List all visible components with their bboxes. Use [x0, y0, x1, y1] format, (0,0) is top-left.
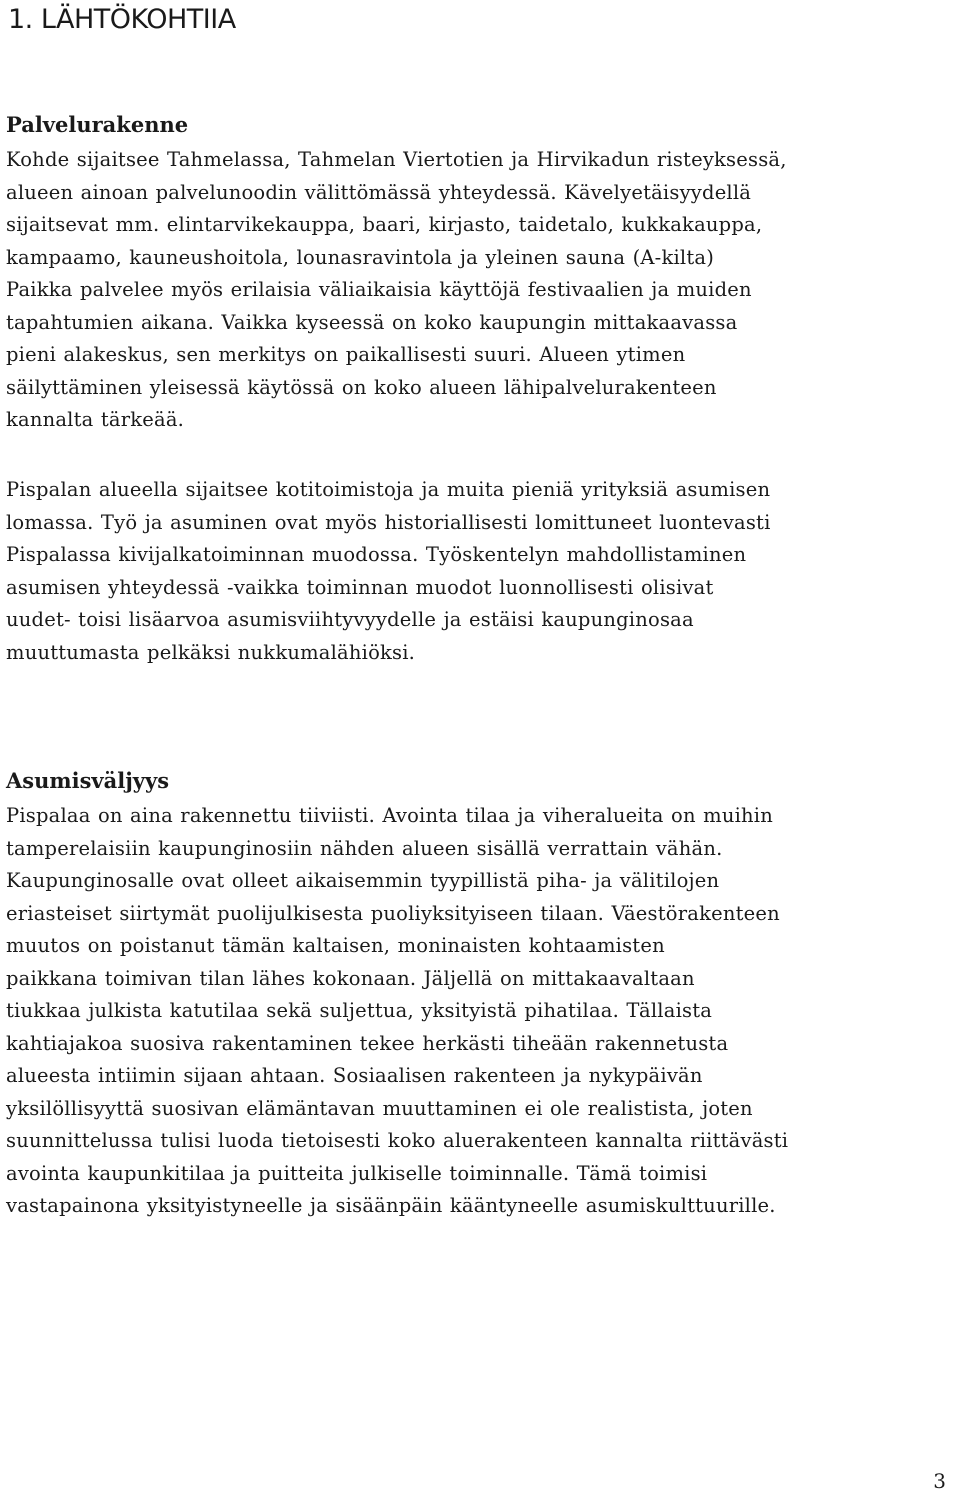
- text-line: alueen ainoan palvelunoodin välittömässä yhteydessä. Kävelyetäisyydellä: [6, 180, 752, 204]
- paragraph-palvelurakenne-2: [6, 474, 954, 669]
- chapter-title: 1. LÄHTÖKOHTIIA: [8, 4, 236, 35]
- text-line: suunnittelussa tulisi luoda tietoisesti koko aluerakenteen kannalta riittävästi: [6, 1129, 789, 1152]
- text-line: muuttumasta pelkäksi nukkumalähiöksi.: [6, 640, 416, 664]
- text-line: muutos on poistanut tämän kaltaisen, moninaisten kohtaamisten: [6, 934, 665, 957]
- text-line: vastapainona yksityistyneelle ja sisäänpäin kääntyneelle asumiskulttuurille.: [6, 1194, 776, 1217]
- paragraph-asumisvaljyys: [6, 800, 954, 1223]
- text-line: Paikka palvelee myös erilaisia väliaikaisia käyttöjä festivaalien ja muiden: [6, 278, 752, 301]
- text-line: Kaupunginosalle ovat olleet aikaisemmin tyypillistä piha- ja välitilojen: [6, 869, 720, 892]
- text-line: eriasteiset siirtymät puolijulkisesta puoliyksityiseen tilaan. Väestörakenteen: [6, 901, 780, 925]
- page-number: 3: [933, 1469, 946, 1493]
- text-line: säilyttäminen yleisessä käytössä on koko alueen lähipalvelurakenteen: [6, 375, 717, 399]
- text-line: alueesta intiimin sijaan ahtaan. Sosiaalisen rakenteen ja nykypäivän: [6, 1064, 703, 1087]
- text-line: Pispalaa on aina rakennettu tiiviisti. Avointa tilaa ja viheralueita on muihin: [6, 804, 773, 827]
- text-line: kannalta tärkeää.: [6, 408, 185, 431]
- text-line: yksilöllisyyttä suosivan elämäntavan muuttaminen ei ole realistista, joten: [6, 1096, 753, 1120]
- text-line: kahtiajakoa suosiva rakentaminen tekee herkästi tiheään rakennetusta: [6, 1031, 729, 1055]
- text-line: asumisen yhteydessä -vaikka toiminnan muodot luonnollisesti olisivat: [6, 575, 714, 599]
- text-line: Pispalassa kivijalkatoiminnan muodossa. Työskentelyn mahdollistaminen: [6, 543, 747, 566]
- text-line: uudet- toisi lisäarvoa asumisviihtyvyydelle ja estäisi kaupunginosaa: [6, 608, 694, 631]
- section-heading-palvelurakenne: Palvelurakenne: [6, 112, 189, 137]
- text-line: tiukkaa julkista katutilaa sekä suljettua, yksityistä pihatilaa. Tällaista: [6, 999, 713, 1022]
- text-line: tamperelaisiin kaupunginosiin nähden alueen sisällä verrattain vähän.: [6, 836, 723, 860]
- text-line: sijaitsevat mm. elintarvikekauppa, baari, kirjasto, taidetalo, kukkakauppa,: [6, 213, 763, 236]
- text-line: pieni alakeskus, sen merkitys on paikallisesti suuri. Alueen ytimen: [6, 343, 686, 366]
- paragraph-palvelurakenne-1: [6, 144, 954, 437]
- text-line: tapahtumien aikana. Vaikka kyseessä on koko kaupungin mittakaavassa: [6, 310, 738, 334]
- text-line: avointa kaupunkitilaa ja puitteita julkiselle toiminnalle. Tämä toimisi: [6, 1161, 708, 1185]
- text-line: Pispalan alueella sijaitsee kotitoimistoja ja muita pieniä yrityksiä asumisen: [6, 478, 771, 501]
- text-line: paikkana toimivan tilan lähes kokonaan. Jäljellä on mittakaavaltaan: [6, 966, 695, 990]
- text-line: kampaamo, kauneushoitola, lounasravintola ja yleinen sauna (A-kilta): [6, 245, 715, 269]
- text-line: lomassa. Työ ja asuminen ovat myös historiallisesti lomittuneet luontevasti: [6, 510, 771, 534]
- text-line: Kohde sijaitsee Tahmelassa, Tahmelan Viertotien ja Hirvikadun risteyksessä,: [6, 148, 787, 171]
- section-heading-asumisvaljyys: Asumisväljyys: [6, 768, 170, 793]
